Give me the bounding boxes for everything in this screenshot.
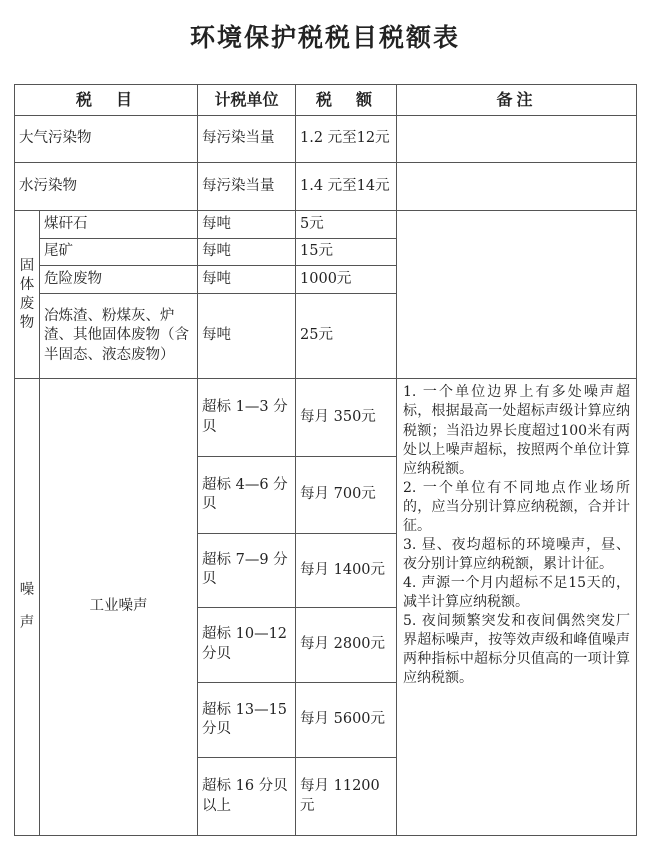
note-item: 1. 一个单位边界上有多处噪声超标，根据最高一处超标声级计算应纳税额；当沿边界长度超过100米有两处以上噪声超标，按照两个单位计算应纳税额。 [403,384,631,477]
table-row [15,163,637,211]
amount-cell: 1.4 元至14元 [296,163,397,211]
header-row [15,85,637,116]
header-unit: 计税单位 [198,85,296,116]
unit-cell: 每污染当量 [198,115,296,163]
header-item: 税 目 [15,85,198,116]
amount-cell: 25元 [296,293,397,379]
unit-cell: 每吨 [198,293,296,379]
note-item: 2. 一个单位有不同地点作业场所的，应当分别计算应纳税额，合并计征。 [403,479,631,534]
amount-cell: 每月 700元 [296,456,397,533]
note-item: 5. 夜间频繁突发和夜间偶然突发厂界超标噪声，按等效声级和峰值噪声两种指标中超标分贝值高的一项计算应纳税额。 [403,612,631,686]
tax-table [14,84,637,836]
amount-cell: 5元 [296,211,397,239]
amount-cell: 每月 2800元 [296,607,397,682]
note-item: 4. 声源一个月内超标不足15天的，减半计算应纳税额。 [403,574,631,610]
solid-waste-group-label: 固 体 废 物 [15,211,40,379]
note-cell [397,163,637,211]
unit-cell: 超标 13—15 分贝 [198,683,296,758]
header-amount: 税 额 [296,85,397,116]
item-cell: 煤矸石 [40,211,198,239]
item-cell: 大气污染物 [15,115,198,163]
amount-cell: 15元 [296,238,397,266]
unit-cell: 每吨 [198,238,296,266]
note-cell [397,211,637,379]
unit-cell: 每吨 [198,211,296,239]
amount-cell: 1000元 [296,266,397,294]
item-cell: 尾矿 [40,238,198,266]
header-note: 备注 [397,85,637,116]
item-cell: 冶炼渣、粉煤灰、炉渣、其他固体废物（含半固态、液态废物） [40,293,198,379]
amount-cell: 每月 350元 [296,379,397,456]
unit-cell: 超标 10—12 分贝 [198,607,296,682]
unit-cell: 超标 1—3 分贝 [198,379,296,456]
unit-cell: 超标 16 分贝以上 [198,758,296,836]
unit-cell: 超标 4—6 分贝 [198,456,296,533]
amount-cell: 每月 1400元 [296,534,397,607]
note-item: 3. 昼、夜均超标的环境噪声，昼、夜分别计算应纳税额，累计计征。 [403,536,631,572]
amount-cell: 每月 11200元 [296,758,397,836]
unit-cell: 超标 7—9 分贝 [198,534,296,607]
noise-group-label: 噪 声 [15,379,40,836]
industrial-noise-label: 工业噪声 [40,379,198,836]
table-row [15,115,637,163]
amount-cell: 1.2 元至12元 [296,115,397,163]
table-row [15,379,637,456]
unit-cell: 每吨 [198,266,296,294]
page-title: 环境保护税税目税额表 [189,23,460,52]
amount-cell: 每月 5600元 [296,683,397,758]
item-cell: 水污染物 [15,163,198,211]
unit-cell: 每污染当量 [198,163,296,211]
noise-notes [397,379,637,836]
item-cell: 危险废物 [40,266,198,294]
note-cell [397,115,637,163]
table-row [15,211,637,239]
